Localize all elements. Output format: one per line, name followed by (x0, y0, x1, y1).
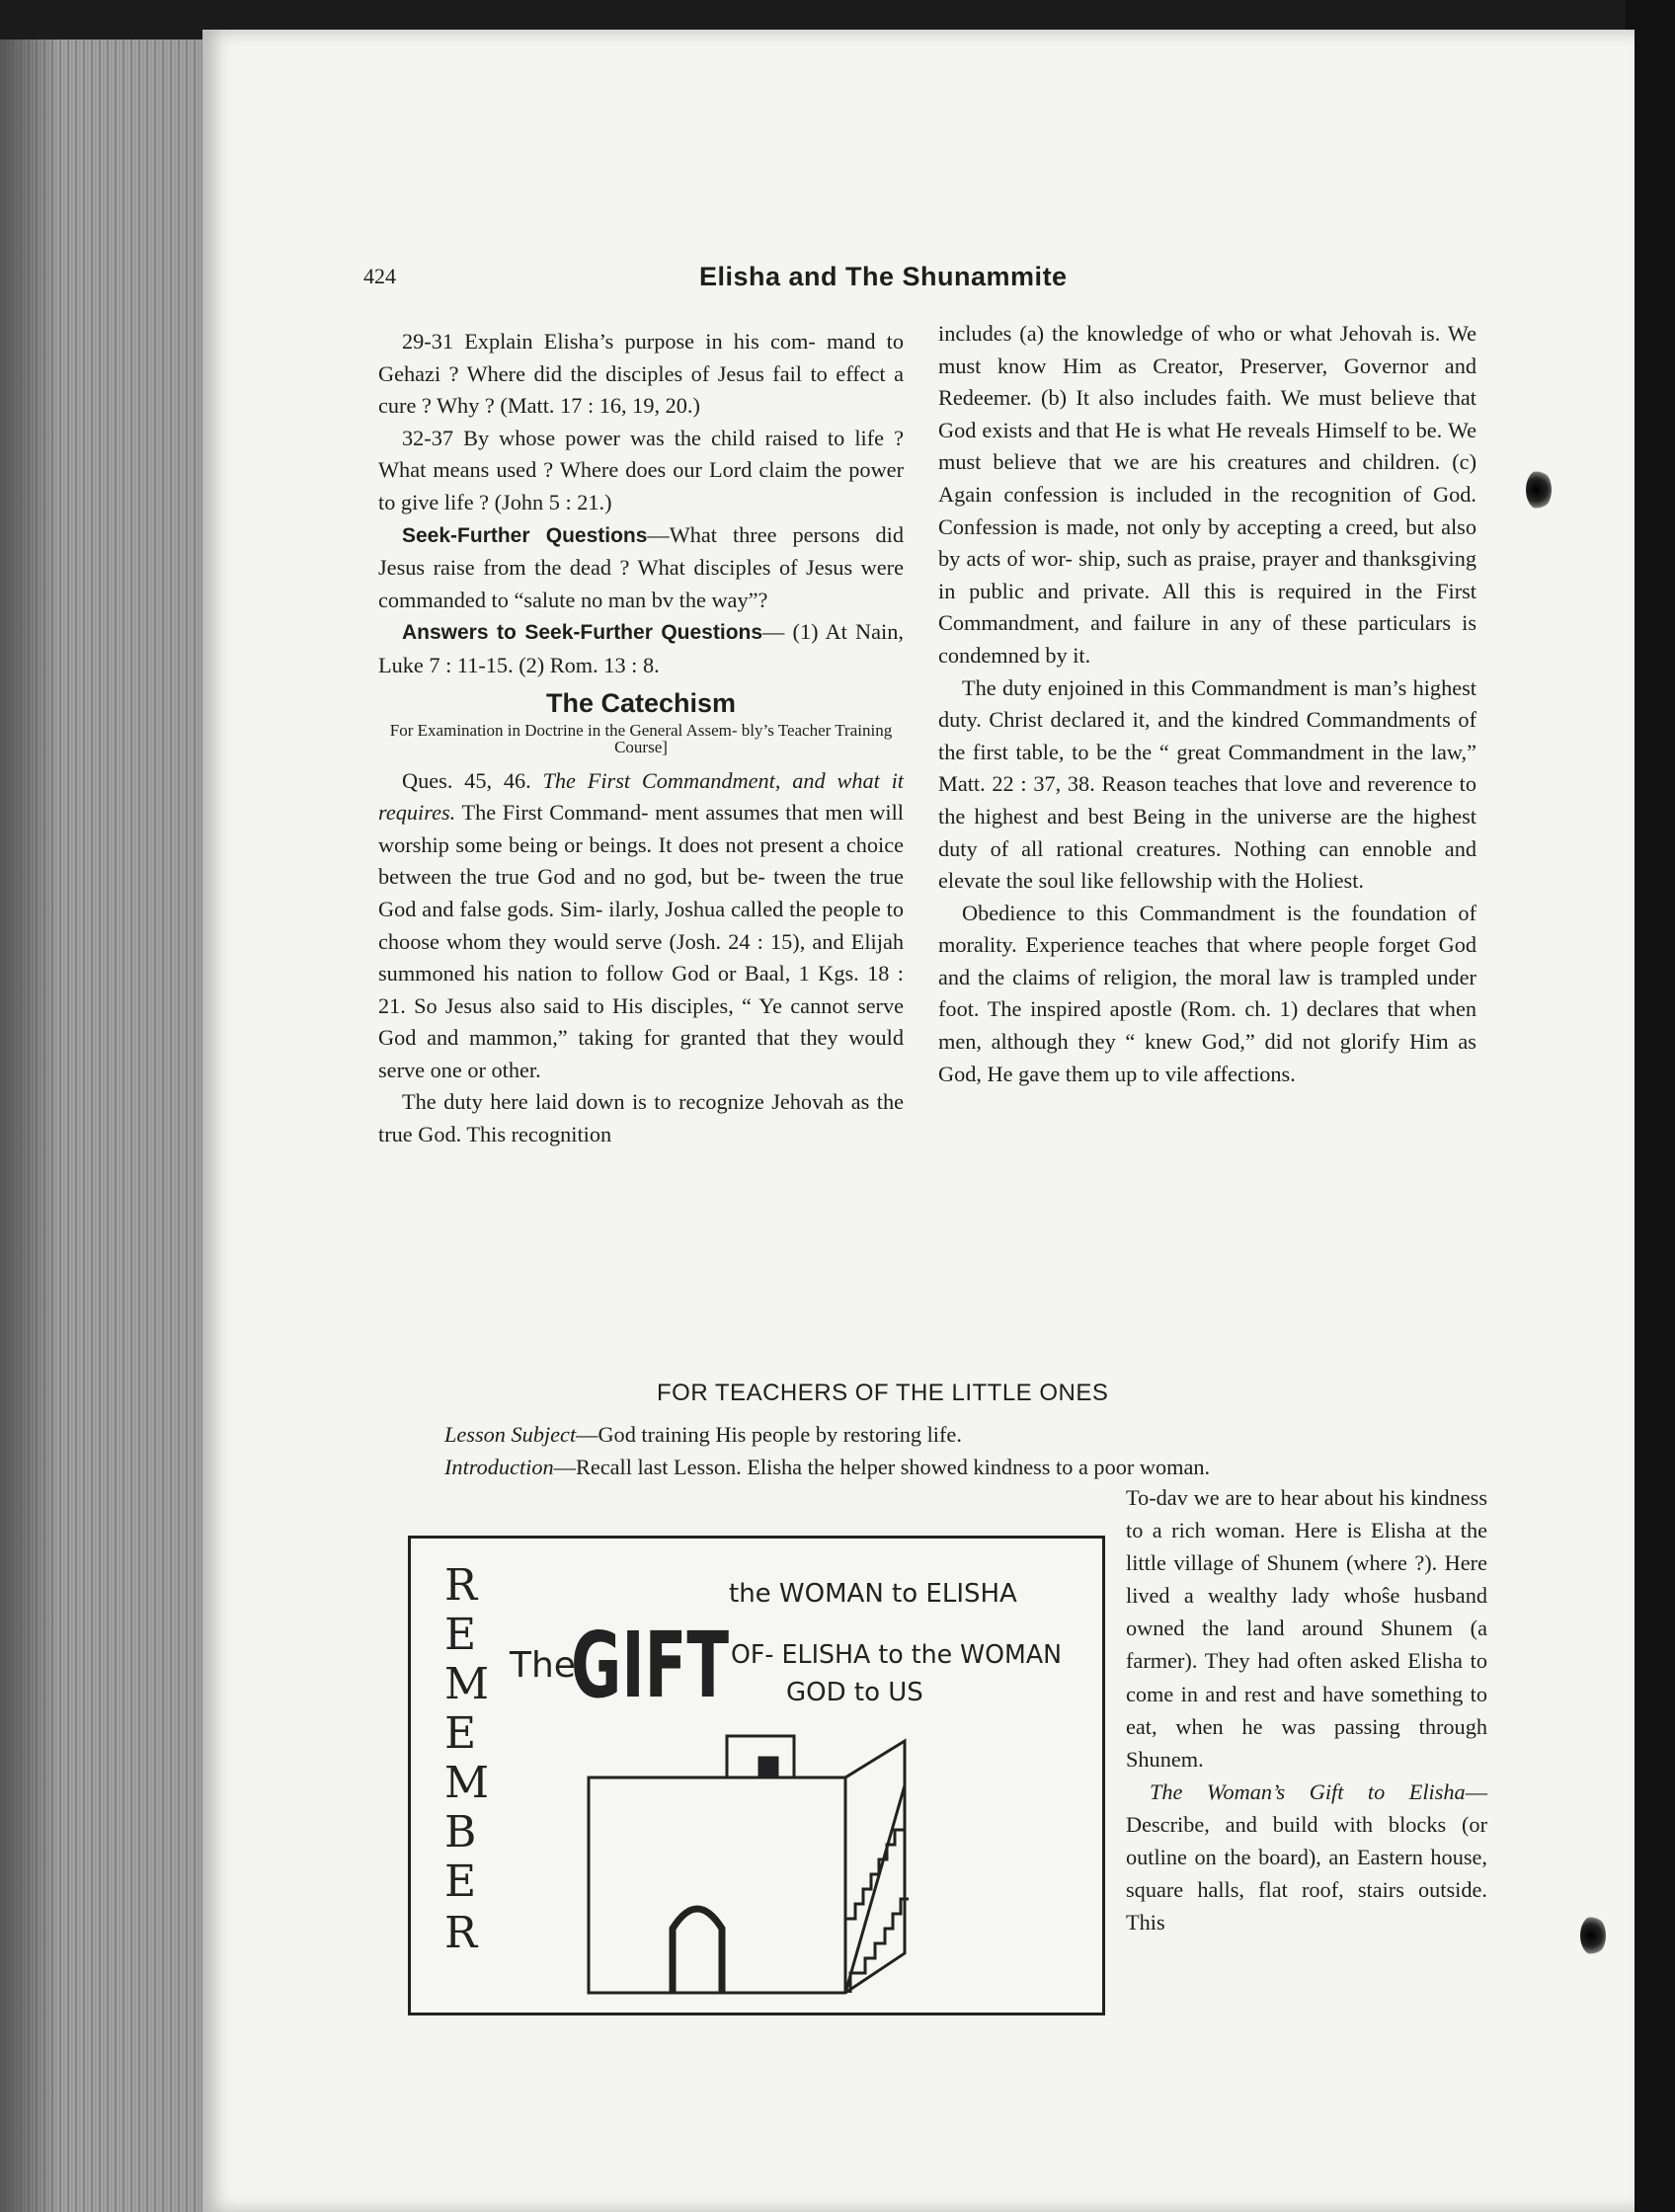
question-29-31: 29-31 Explain Elisha’s purpose in his com- mand to Gehazi ? Where did the disciples of Jesus fail to effect a cure ? Why ? (Matt. 17 : 16, 19, 20.) (378, 329, 904, 419)
page-edge-shadow (0, 40, 59, 2212)
remember-letter: B (444, 1807, 477, 1857)
catechism-subtitle: For Examination in Doctrine in the General Assem- bly’s Teacher Training Course] (389, 720, 893, 756)
lesson-subject-label: Lesson Subject (444, 1422, 577, 1447)
catechism-title: The Catechism (545, 687, 737, 718)
right-column (938, 318, 1476, 1090)
gift-line-elisha-to-woman: OF- ELISHA to the WOMAN (731, 1640, 1062, 1670)
left-column (378, 326, 904, 1151)
illustration-drawing (411, 1539, 1102, 2013)
answers-seek-further (378, 616, 904, 681)
remember-letter: E (444, 1856, 477, 1907)
lesson-subject-text: —God training His people by restoring life. (576, 1422, 962, 1447)
running-title: Elisha and The Shunammite (699, 262, 1068, 291)
remember-letter: M (444, 1758, 490, 1808)
introduction-label: Introduction (444, 1455, 554, 1479)
answers-text: — (1) At Nain, Luke 7 : 11-15. (2) Rom. 13 : 8. (378, 619, 904, 677)
lesson-introduction (444, 1452, 1210, 1483)
remember-letter: R (444, 1560, 478, 1611)
stairs-upper (845, 1785, 905, 1934)
remember-letter: E (444, 1708, 477, 1759)
morality-paragraph: Obedience to this Commandment is the foundation of morality. Experience teaches that where people forget God and the claims of religion, the moral law is trampled under foot. The inspired apostle (Rom. ch. 1) declares that when men, although they “ knew God,” did not glorify Him as God, He gave them up to vile affections. (938, 900, 1476, 1086)
arched-door (673, 1909, 722, 1993)
remember-vertical-word (444, 1560, 489, 1958)
page-number: 424 (363, 264, 396, 288)
ques-text: The First Command- ment assumes that men will worship some being or beings. It does not present a choice between the true God and no god, but be- tween the true God and false gods. Sim- ilarly, Joshua called the people to choose whom they would serve (Josh. 24 : 15), and Elijah summoned his nation to follow God or Baal, 1 Kgs. 18 : 21. So Jesus also said to His disciples, “ Ye cannot serve God and mammon,” taking for granted that they would serve one or other. (378, 800, 904, 1082)
seek-further-label: Seek-Further Questions (402, 523, 648, 547)
womans-gift-paragraph (1126, 1776, 1487, 1938)
catechism-paragraph (378, 765, 904, 1087)
highest-duty-paragraph: The duty enjoined in this Commandment is man’s highest duty. Christ declared it, and the kindred Commandments of the first table, to be the “ great Commandment in the law,” Matt. 22 : 37, 38. Reason teaches that love and reverence to the highest and best Being in the universe are the highest duty of all rational creatures. Nothing can ennoble and elevate the soul like fellowship with the Holiest. (938, 674, 1476, 894)
ques-italic: The First Commandment, and what it requires. (378, 767, 904, 826)
gift-line-god-to-us: GOD to US (786, 1678, 923, 1707)
introduction-text: —Recall last Lesson. Elisha the helper showed kindness to a poor woman. (553, 1455, 1211, 1479)
answers-label: Answers to Seek-Further Questions (402, 621, 763, 645)
question-32-37: 32-37 By whose power was the child raised to life ? What means used ? Where does our Lord claim the power to give life ? (John 5 : 21.) (378, 425, 904, 514)
gift-line-woman-to-elisha: the WOMAN to ELISHA (729, 1579, 1017, 1609)
teachers-heading: FOR TEACHERS OF THE LITTLE ONES (657, 1380, 1109, 1406)
lesson-subject (444, 1419, 962, 1451)
roof-chamber-door (759, 1758, 777, 1778)
womans-gift-label: The Woman’s Gift to Elisha (1150, 1778, 1466, 1804)
recognition-paragraph: includes (a) the knowledge of who or what Jehovah is. We must know Him as Creator, Preserver, Governor and Redeemer. (b) It also includes faith. We must believe that God exists and that He is what He reveals Himself to be. We must believe that we are his creatures and children. (c) Again confession is included in the recognition of God. Confession is made, not only by accepting a creed, but also by acts of wor- ship, such as praise, prayer and thanksgiving in public and private. All this is required in the First Commandment, and failure in any of these particulars is condemned by it. (938, 321, 1476, 668)
remember-gift-illustration (408, 1536, 1105, 2015)
binding-hole-upper (1526, 470, 1552, 510)
remember-letter: M (444, 1659, 490, 1709)
binding-hole-lower (1580, 1916, 1606, 1955)
the-word: The (510, 1645, 576, 1686)
ques-prefix: Ques. 45, 46. (402, 767, 543, 793)
womans-gift-text: — Describe, and build with blocks (or outline on the board), an Eastern house, square halls, flat roof, stairs outside. This (1126, 1778, 1487, 1936)
bottom-right-column (1126, 1481, 1487, 1938)
remember-letter: E (444, 1610, 477, 1660)
gift-word: GIFT (571, 1613, 730, 1718)
seek-further-text: —What three persons did Jesus raise from the dead ? What disciples of Jesus were commanded to “salute no man bv the way”? (378, 521, 904, 612)
stair-rail (845, 1785, 905, 1993)
page-header (363, 262, 1504, 301)
duty-paragraph: The duty here laid down is to recognize Jehovah as the true God. This recognition (378, 1089, 904, 1147)
remember-letter: R (444, 1908, 478, 1958)
seek-further-questions (378, 519, 904, 617)
rich-woman-paragraph: To-dav we are to hear about his kindness to a rich woman. Here is Elisha at the little village of Shunem (where ?). Here lived a wealthy lady whoŝe husband owned the land around Shunem (a farmer). They had often asked Elisha to come in and rest and have something to eat, when he was passing through Shunem. (1126, 1485, 1487, 1772)
eastern-house-drawing (589, 1736, 909, 1993)
